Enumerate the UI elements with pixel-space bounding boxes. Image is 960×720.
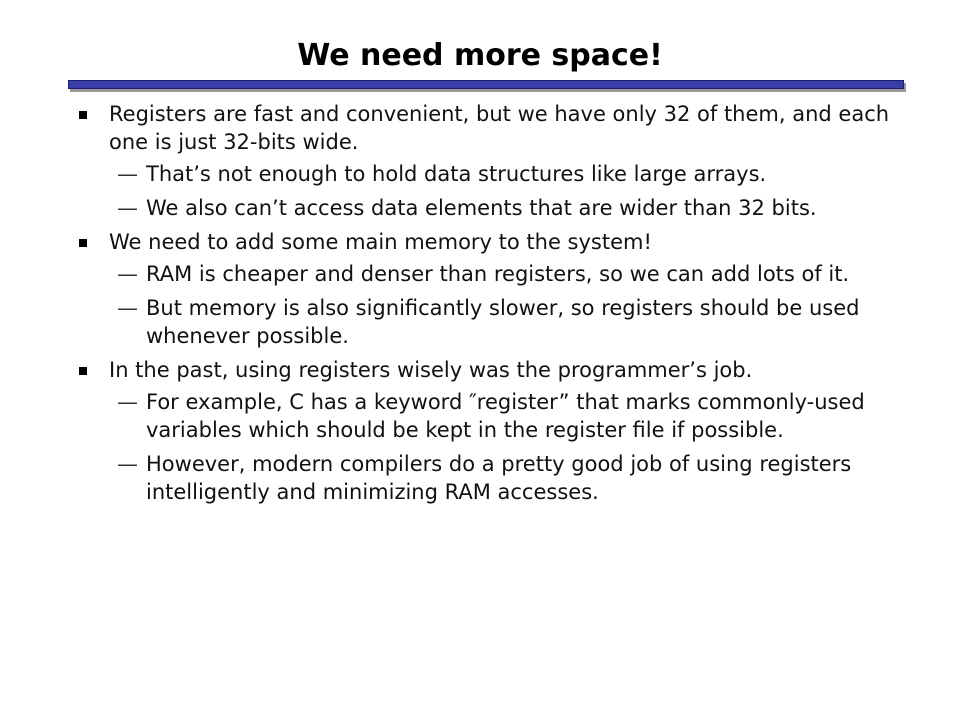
square-bullet-icon — [79, 239, 87, 247]
sub-bullet-item — [109, 294, 906, 350]
sub-bullet-item — [109, 260, 906, 288]
dash-bullet-icon: — — [117, 196, 138, 220]
dash-bullet-icon: — — [117, 296, 138, 320]
bullet-text: We need to add some main memory to the system! — [109, 230, 652, 254]
sub-bullet-text: However, modern compilers do a pretty good job of using registers intelligently and minimizing RAM accesses. — [146, 452, 852, 504]
bullet-list — [76, 100, 906, 512]
sub-bullet-text: But memory is also significantly slower, so registers should be used whenever possible. — [146, 296, 860, 348]
bullet-text: In the past, using registers wisely was the programmer’s job. — [109, 358, 753, 382]
sub-bullet-item — [109, 194, 906, 222]
sub-bullet-item — [109, 160, 906, 188]
square-bullet-icon — [79, 367, 87, 375]
dash-bullet-icon: — — [117, 162, 138, 186]
title-underline-bar — [68, 80, 904, 89]
sub-bullet-list — [109, 388, 906, 506]
sub-bullet-item — [109, 388, 906, 444]
slide-title: We need more space! — [297, 38, 663, 73]
square-bullet-icon — [79, 111, 87, 119]
sub-bullet-list — [109, 260, 906, 350]
dash-bullet-icon: — — [117, 452, 138, 476]
bullet-text: Registers are fast and convenient, but we have only 32 of them, and each one is just 32-bits wide. — [109, 102, 890, 154]
sub-bullet-text: That’s not enough to hold data structures like large arrays. — [146, 162, 767, 186]
sub-bullet-list — [109, 160, 906, 222]
sub-bullet-text: For example, C has a keyword ″register” that marks commonly-used variables which should be kept in the register file if possible. — [146, 390, 865, 442]
sub-bullet-text: We also can’t access data elements that are wider than 32 bits. — [146, 196, 817, 220]
dash-bullet-icon: — — [117, 262, 138, 286]
sub-bullet-text: RAM is cheaper and denser than registers, so we can add lots of it. — [146, 262, 850, 286]
bullet-item-main-memory — [76, 228, 906, 350]
dash-bullet-icon: — — [117, 390, 138, 414]
bullet-item-past — [76, 356, 906, 506]
sub-bullet-item — [109, 450, 906, 506]
bullet-item-registers — [76, 100, 906, 222]
